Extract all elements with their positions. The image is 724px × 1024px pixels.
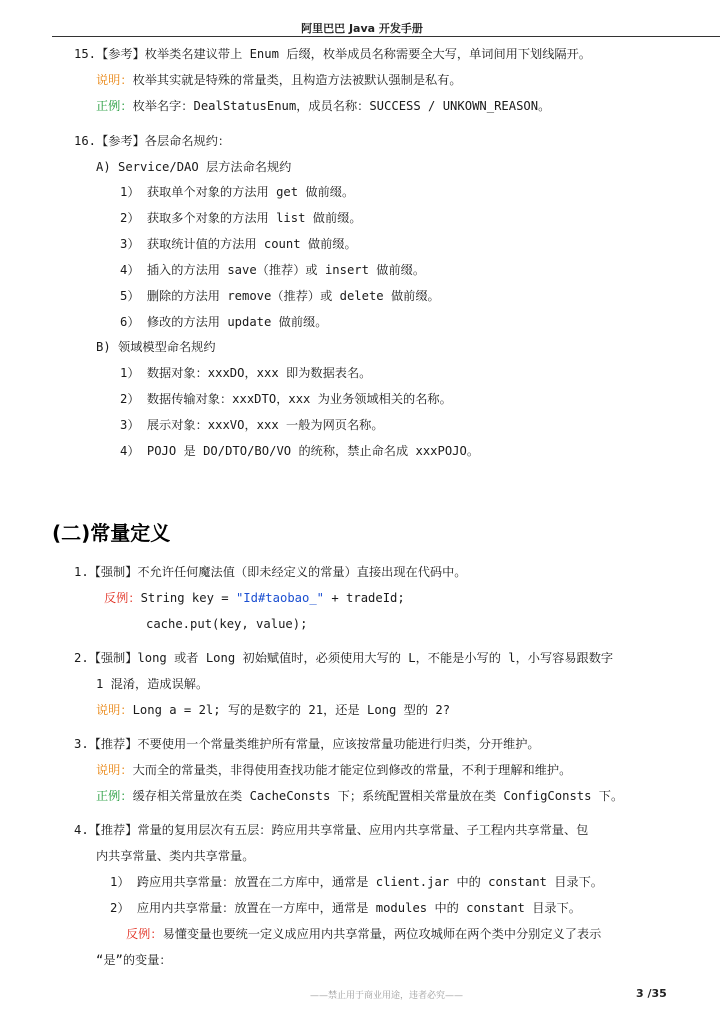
list-item: 6） 修改的方法用 update 做前缀。: [120, 315, 328, 329]
rule-15-text: 15.【参考】枚举类名建议带上 Enum 后缀，枚举成员名称需要全大写，单词间用下划线隔开。: [74, 47, 591, 61]
list-item: 2） 数据传输对象：xxxDTO，xxx 为业务领域相关的名称。: [120, 392, 452, 406]
code-line-tail: + tradeId;: [324, 591, 405, 605]
counter-example-text-cont: “是”的变量：: [96, 953, 172, 967]
counter-example-label: 反例：: [126, 927, 163, 941]
rule-16-text: 16.【参考】各层命名规约：: [74, 134, 231, 148]
rule-16-b-title: B) 领域模型命名规约: [96, 340, 216, 354]
list-item: 5） 删除的方法用 remove（推荐）或 delete 做前缀。: [120, 289, 440, 303]
const-rule-4-counter-example: [126, 926, 601, 942]
list-item: 1） 数据对象：xxxDO，xxx 即为数据表名。: [120, 366, 372, 380]
note-text: 枚举其实就是特殊的常量类，且构造方法被默认强制是私有。: [132, 73, 462, 87]
list-item: 2） 应用内共享常量：放置在一方库中，通常是 modules 中的 constant 目录下。: [110, 901, 581, 915]
example-text: 缓存相关常量放在类 CacheConsts 下；系统配置相关常量放在类 ConfigConsts 下。: [132, 789, 624, 803]
rule-15-note: [96, 72, 462, 88]
const-rule-3-note: [96, 762, 571, 778]
const-rule-1-text: 1.【强制】不允许任何魔法值（即未经定义的常量）直接出现在代码中。: [74, 565, 467, 579]
const-rule-3-example: [96, 788, 623, 804]
const-rule-1-counter-example: [104, 590, 405, 606]
list-item: 3） 展示对象：xxxVO，xxx 一般为网页名称。: [120, 418, 384, 432]
const-rule-2-note: [96, 702, 450, 718]
list-item: 1） 获取单个对象的方法用 get 做前缀。: [120, 185, 355, 199]
const-rule-4-text: 4.【推荐】常量的复用层次有五层：跨应用共享常量、应用内共享常量、子工程内共享常量、包: [74, 823, 589, 837]
section-title: (二)常量定义: [52, 521, 171, 545]
example-label: 正例：: [96, 99, 133, 113]
list-item: 4） 插入的方法用 save（推荐）或 insert 做前缀。: [120, 263, 426, 277]
const-rule-2-text-cont: 1 混淆，造成误解。: [96, 677, 209, 691]
note-text: Long a = 2l; 写的是数字的 21，还是 Long 型的 2?: [132, 703, 451, 717]
page-header-title: 阿里巴巴 Java 开发手册: [301, 22, 423, 35]
list-item: 3） 获取统计值的方法用 count 做前缀。: [120, 237, 357, 251]
note-label: 说明：: [96, 763, 133, 777]
note-text: 大而全的常量类，非得使用查找功能才能定位到修改的常量，不利于理解和维护。: [132, 763, 572, 777]
const-rule-2-text: 2.【强制】long 或者 Long 初始赋值时，必须使用大写的 L，不能是小写的 l，小写容易跟数字: [74, 651, 614, 665]
code-string-literal: "Id#taobao_": [235, 591, 325, 605]
const-rule-4-text-cont: 内共享常量、类内共享常量。: [96, 849, 255, 863]
list-item: 2） 获取多个对象的方法用 list 做前缀。: [120, 211, 362, 225]
list-item: 4） POJO 是 DO/DTO/BO/VO 的统称，禁止命名成 xxxPOJO。: [120, 444, 480, 458]
counter-example-label: 反例：: [104, 591, 141, 605]
rule-16-a-title: A) Service/DAO 层方法命名规约: [96, 160, 292, 174]
header-divider: [52, 36, 720, 37]
rule-15-example: [96, 98, 550, 114]
note-label: 说明：: [96, 73, 133, 87]
code-line: cache.put(key, value);: [146, 617, 308, 631]
page-number: 3 /35: [636, 987, 667, 1000]
list-item: 1） 跨应用共享常量：放置在二方库中，通常是 client.jar 中的 constant 目录下。: [110, 875, 603, 889]
code-line: String key =: [140, 591, 236, 605]
example-text: 枚举名字：DealStatusEnum，成员名称：SUCCESS / UNKOWN_REASON。: [132, 99, 551, 113]
footer-notice: ——禁止用于商业用途，违者必究——: [310, 991, 464, 1001]
note-label: 说明：: [96, 703, 133, 717]
const-rule-3-text: 3.【推荐】不要使用一个常量类维护所有常量，应该按常量功能进行归类，分开维护。: [74, 737, 540, 751]
example-label: 正例：: [96, 789, 133, 803]
counter-example-text: 易懂变量也要统一定义成应用内共享常量，两位攻城师在两个类中分别定义了表示: [162, 927, 602, 941]
